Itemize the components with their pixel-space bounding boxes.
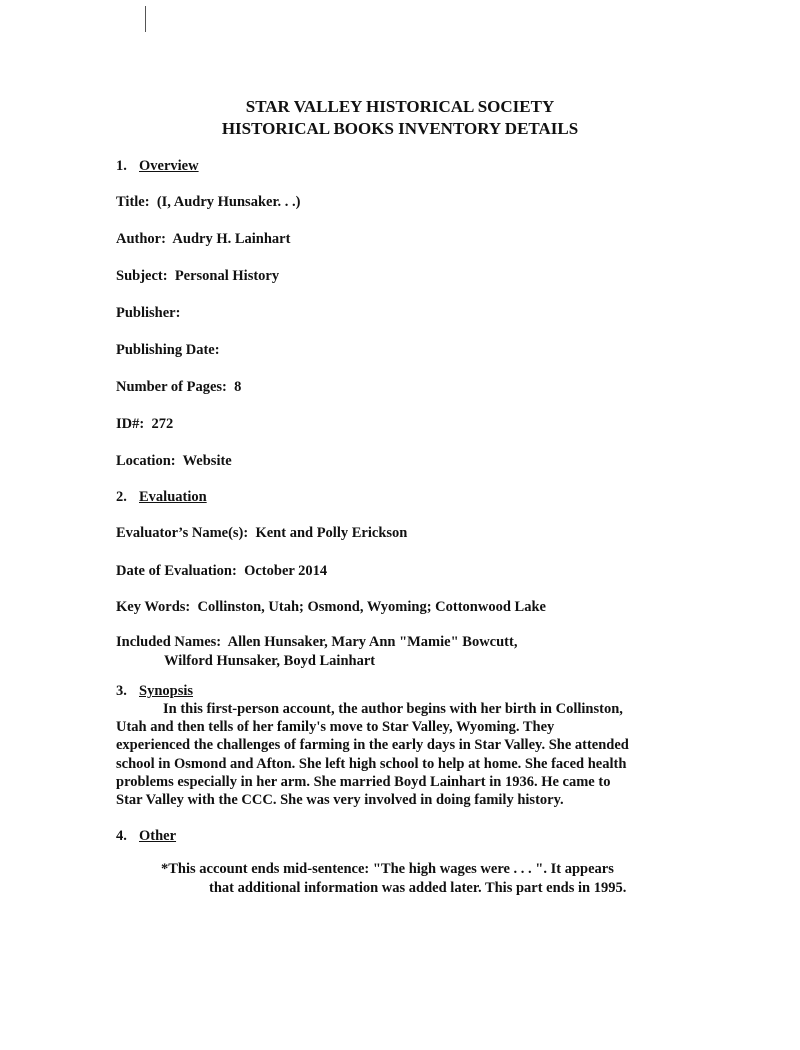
other-note-line: that additional information was added later. This part ends in 1995. (209, 880, 627, 897)
synopsis-paragraph (116, 700, 676, 809)
field-value: 272 (151, 416, 174, 432)
section-number: 4. (116, 828, 127, 845)
field-date-of-evaluation (116, 561, 706, 581)
field-value: Kent and Polly Erickson (255, 525, 408, 541)
field-label: Location: (116, 453, 176, 469)
field-key-words (116, 597, 706, 617)
other-note (116, 860, 706, 898)
field-title (116, 192, 706, 212)
scan-artifact-line (145, 6, 146, 32)
field-label: ID#: (116, 416, 145, 432)
field-label: Number of Pages: (116, 379, 227, 395)
field-label: Evaluator’s Name(s): (116, 525, 249, 541)
document-title (0, 96, 800, 140)
field-author (116, 229, 706, 249)
field-value: Website (182, 453, 232, 469)
field-label: Publisher: (116, 305, 181, 321)
field-label: Publishing Date: (116, 342, 220, 358)
document-body (116, 156, 706, 898)
title-line-2: HISTORICAL BOOKS INVENTORY DETAILS (221, 119, 579, 138)
field-value: Personal History (174, 268, 280, 284)
field-value-continuation: Wilford Hunsaker, Boyd Lainhart (164, 653, 376, 669)
section-title: Synopsis (139, 683, 194, 699)
field-location (116, 451, 706, 471)
section-heading-evaluation (116, 487, 706, 507)
field-evaluator (116, 523, 706, 543)
section-title: Other (139, 828, 177, 845)
field-value: October 2014 (244, 563, 328, 579)
section-heading-synopsis (116, 682, 706, 700)
field-subject (116, 266, 706, 286)
field-value: Allen Hunsaker, Mary Ann "Mamie" Bowcutt, (227, 634, 518, 650)
field-label: Date of Evaluation: (116, 563, 237, 579)
field-number-of-pages (116, 377, 706, 397)
synopsis-line: problems especially in her arm. She married Boyd Lainhart in 1936. He came to (116, 773, 611, 790)
section-number: 1. (116, 158, 127, 174)
section-heading-other (116, 826, 706, 846)
field-value: 8 (234, 379, 242, 395)
field-id (116, 414, 706, 434)
section-heading-overview (116, 156, 706, 176)
section-number: 2. (116, 489, 127, 505)
synopsis-line: In this first-person account, the author begins with her birth in Collinston, (163, 701, 623, 717)
field-publisher (116, 303, 706, 323)
synopsis-line: Utah and then tells of her family's move to Star Valley, Wyoming. They (116, 719, 555, 736)
field-label: Included Names: (116, 634, 222, 650)
field-label: Title: (116, 194, 150, 210)
field-included-names (116, 633, 706, 671)
field-publishing-date (116, 340, 706, 360)
title-line-1: STAR VALLEY HISTORICAL SOCIETY (245, 97, 555, 116)
section-title: Overview (139, 158, 199, 174)
field-label: Subject: (116, 268, 168, 284)
section-number: 3. (116, 683, 127, 699)
synopsis-line: school in Osmond and Afton. She left high school to help at home. She faced health (116, 755, 627, 772)
synopsis-line: Star Valley with the CCC. She was very involved in doing family history. (116, 792, 564, 809)
field-label: Key Words: (116, 599, 191, 615)
field-value: Audry H. Lainhart (172, 231, 291, 247)
field-label: Author: (116, 231, 166, 247)
other-note-line: *This account ends mid-sentence: "The high wages were . . . ". It appears (161, 861, 614, 878)
field-value: Collinston, Utah; Osmond, Wyoming; Cottonwood Lake (197, 599, 546, 615)
section-title: Evaluation (139, 489, 207, 505)
field-value: (I, Audry Hunsaker. . .) (156, 194, 301, 210)
synopsis-line: experienced the challenges of farming in the early days in Star Valley. She attended (116, 737, 629, 754)
